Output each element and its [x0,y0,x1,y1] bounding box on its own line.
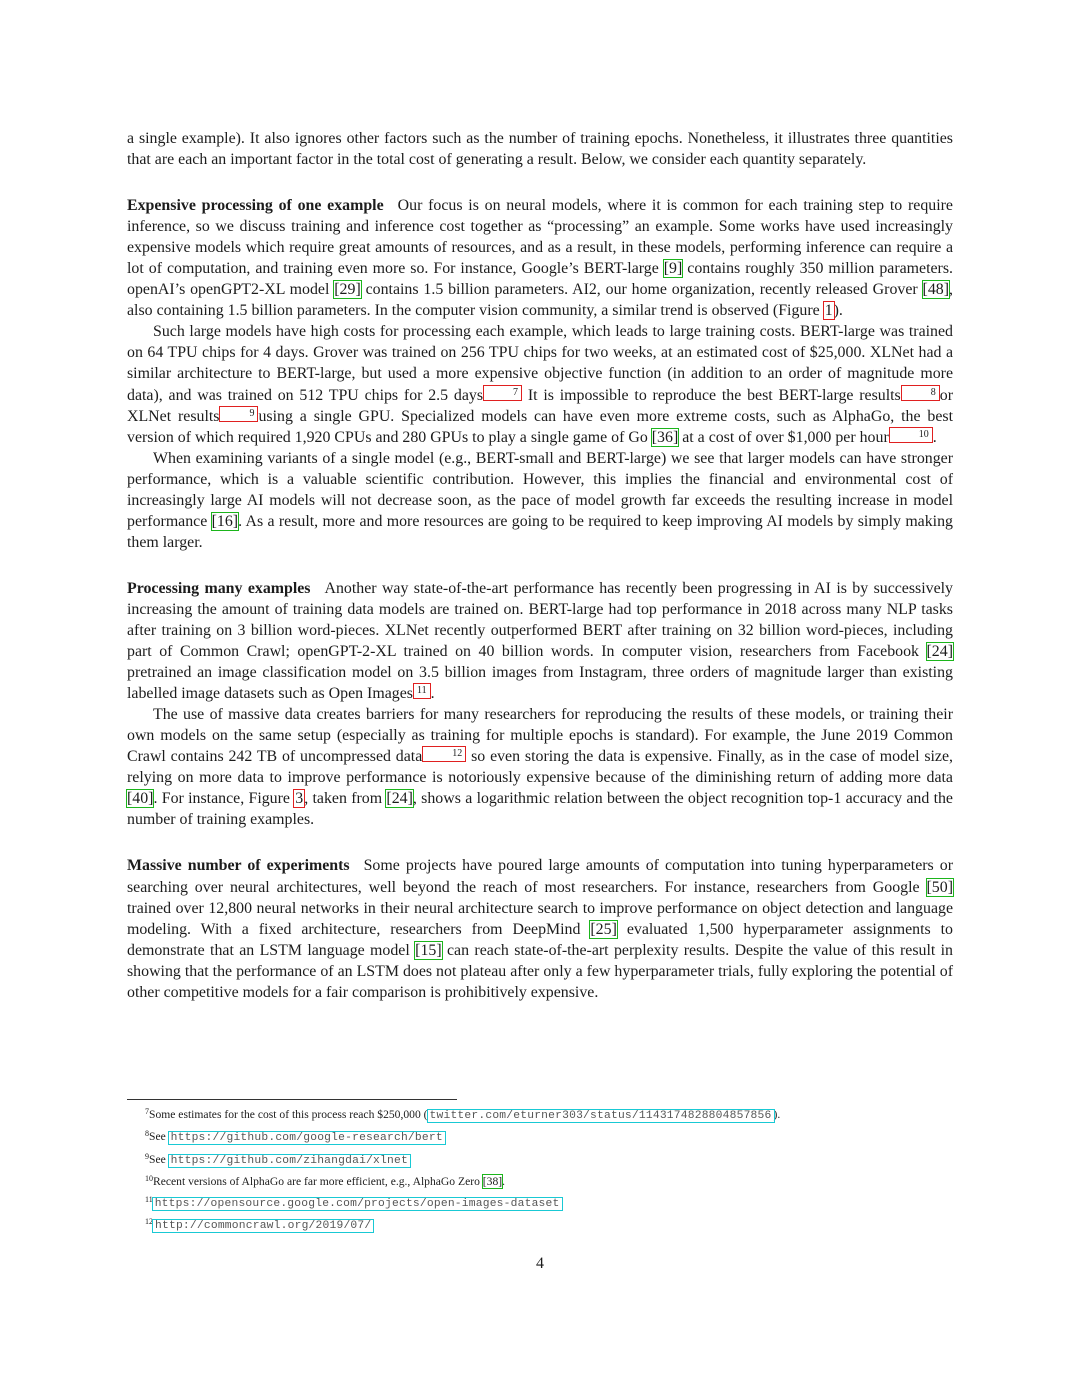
footnote-url-link[interactable]: https://github.com/google-research/bert [170,1132,443,1145]
footnote-number: 9 [145,1151,149,1161]
footnote-number: 12 [145,1217,153,1227]
intro-paragraph: a single example). It also ignores other factors such as the number of training epochs. Nonetheless, it illustrates three quantities that are each an important factor in the total cost of generating a result. Below, we consider each quantity separately. [127,130,953,169]
paragraph-text: , taken from [304,790,387,808]
paragraph-text: contains 1.5 billion parameters. AI2, our home organization, recently released Grover [360,281,923,299]
figure-link[interactable]: 3 [295,790,304,808]
footnotes [145,1103,955,1235]
footnote-ref-link[interactable]: 12 [423,747,465,761]
footnote-ref-link[interactable]: 9 [220,407,257,421]
footnote-number: 10 [145,1174,153,1184]
paragraph-text: , shows a logarithmic relation between the object recognition top-1 accuracy and the number of training examples. [127,790,953,829]
paragraph-text: evaluated 1,500 hyperparameter assignments to demonstrate that an LSTM language model [127,920,953,959]
citation-link[interactable]: [36] [651,428,679,446]
footnote-ref-link[interactable]: 11 [414,684,430,698]
paragraph-text: It is impossible to reproduce the best BERT-large results [522,386,901,404]
footnote [145,1213,955,1235]
paragraph-text: . [430,685,435,703]
footnote-number: 7 [145,1107,149,1116]
paragraph-text: pretrained an image classification model on 3.5 billion images from Instagram, three orders of magnitude larger than existing labelled image datasets such as Open Images [127,664,953,703]
paper-body [127,128,953,1003]
citation-link[interactable]: [40] [127,790,154,808]
paragraph-text: ). [833,302,843,320]
paragraph [127,448,953,553]
section-expensive-processing [127,195,953,321]
paragraph-text: so even storing the data is expensive. Finally, as in the case of model size, relying on more data to improve performance is notoriously expensive because of the diminishing return of adding more data [127,748,953,787]
section-massive-experiments [127,855,953,1002]
paragraph-text: Some projects have poured large amounts of computation into tuning hyperparameters or searching over neural architectures, well beyond the reach of most researchers. For instance, researchers from Google [127,857,953,896]
citation-link[interactable]: [48] [922,281,950,299]
paragraph-text: using a single GPU. Specialized models can have even more extreme costs, such as AlphaGo, the best version of which required 1,920 CPUs and 280 GPUs to play a single game of Go [127,407,953,446]
citation-link[interactable]: [15] [415,941,442,959]
footnote-text: See [149,1152,169,1166]
paragraph-text: . [932,428,937,446]
footnote [145,1125,955,1147]
section-heading: Massive number of experiments [127,857,350,875]
paragraph-text: contains roughly 350 million parameters. openAI’s openGPT2-XL model [127,260,953,299]
paragraph-text: The use of massive data creates barriers for many researchers for reproducing the results of these models, or training their own models on the same setup (especially as training for multiple epochs is standard). For example, the June 2019 Common Crawl contains 242 TB of uncompressed data [127,706,953,766]
citation-link[interactable]: [24] [926,643,953,661]
citation-link[interactable]: [9] [663,260,683,278]
citation-link[interactable]: [25] [590,920,617,938]
paragraph-text: . As a result, more and more resources are going to be required to keep improving AI models by simply making them larger. [127,512,953,551]
page-number: 4 [536,1255,544,1272]
footnote-number: 8 [145,1129,149,1139]
footnote-ref-link[interactable]: 7 [484,386,521,400]
section-processing-many-examples [127,578,953,704]
footnote [145,1170,955,1190]
footnote-ref-link[interactable]: 10 [890,428,932,442]
footnote-url-link[interactable]: https://opensource.google.com/projects/open-images-dataset [154,1197,560,1210]
footnote-url-link[interactable]: https://github.com/zihangdai/xlnet [170,1154,408,1167]
section-heading: Processing many examples [127,579,311,597]
footnote-url-link[interactable]: twitter.com/eturner303/status/1143174828804857856 [429,1110,772,1122]
footnote-text: Recent versions of AlphaGo are far more efficient, e.g., AlphaGo Zero [153,1175,483,1189]
paragraph-text: Our focus is on neural models, where it is common for each training step to require inference, so we discuss training and inference cost together as “processing” an example. Some works have used increasingly expensive models which require great amounts of resources, and as a result, in these models, performing inference can require a lot of computation, and training even more so. For instance, Google’s BERT-large [127,197,953,278]
footnote [145,1148,955,1170]
footnote-divider [127,1099,457,1100]
citation-link[interactable]: [16] [211,512,239,530]
paragraph-text: trained over 12,800 neural networks in their neural architecture search to improve performance on object detection and language modeling. With a fixed architecture, researchers from DeepMind [127,899,953,938]
footnote [145,1103,955,1125]
citation-link[interactable]: [50] [926,878,953,896]
section-heading: Expensive processing of one example [127,197,384,215]
paragraph-text: at a cost of over $1,000 per hour [678,428,889,446]
paragraph [127,704,953,830]
footnote-text: . [502,1175,506,1189]
figure-link[interactable]: 1 [824,302,833,320]
footnote-url-link[interactable]: http://commoncrawl.org/2019/07/ [155,1220,372,1233]
citation-link[interactable]: [24] [386,790,413,808]
footnote-number: 11 [145,1194,153,1204]
paragraph-text: , also containing 1.5 billion parameters. In the computer vision community, a similar trend is observed (Figure [127,281,953,320]
footnote-text: ). [773,1108,781,1121]
paragraph-text: or XLNet results [127,386,953,425]
paragraph-text: can reach state-of-the-art perplexity results. Despite the value of this result in showing that the performance of an LSTM does not plateau after only a few hyperparameter trials, fully exploring the potential of other competitive models for a fair comparison is prohibitively expensive. [127,941,954,1001]
footnote-ref-link[interactable]: 8 [902,386,939,400]
citation-link[interactable]: [38] [482,1175,503,1189]
citation-link[interactable]: [29] [334,281,361,299]
paragraph-text: Such large models have high costs for processing each example, which leads to large training costs. BERT-large was trained on 64 TPU chips for 4 days. Grover was trained on 256 TPU chips for two weeks, at an estimated cost of $25,000. XLNet had a similar architecture to BERT-large, but used a more expensive objective function (in addition to an order of magnitude more data), and was trained on 512 TPU chips for 2.5 days [127,323,953,404]
footnote [145,1191,955,1213]
paragraph-text: Another way state-of-the-art performance has recently been progressing in AI is by successively increasing the amount of training data models are trained on. BERT-large had top performance in 2018 across many NLP tasks after training on 3 billion word-pieces. XLNet recently outperformed BERT after training on 32 billion word-pieces, including part of Common Crawl; openGPT-2-XL trained on 40 billion words. In computer vision, researchers from Facebook [127,579,954,661]
footnote-text: Some estimates for the cost of this process reach $250,000 ( [149,1108,428,1121]
paragraph-text: When examining variants of a single model (e.g., BERT-small and BERT-large) we see that larger models can have stronger performance, which is a valuable scientific contribution. However, this implies the financial and environmental cost of increasingly large AI models will not decrease soon, as the pace of model growth far exceeds the resulting increase in model performance [127,449,953,530]
footnote-text: See [149,1130,169,1144]
paragraph [127,321,953,447]
paragraph-text: . For instance, Figure [153,790,295,808]
